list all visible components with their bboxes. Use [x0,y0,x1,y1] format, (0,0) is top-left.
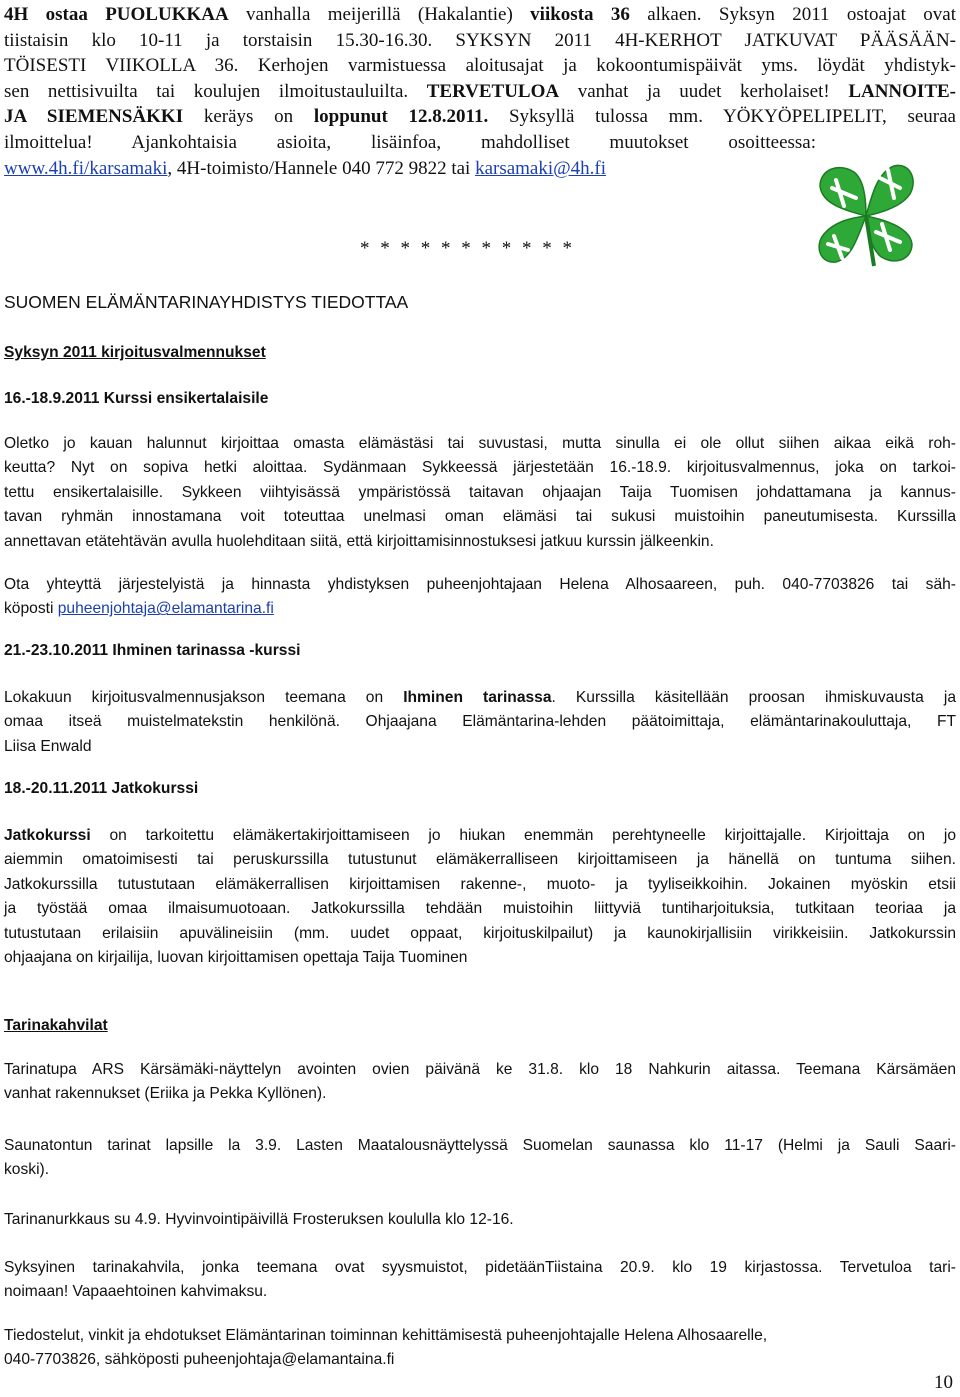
tarinakahvilat-item-3: Tarinanurkkaus su 4.9. Hyvinvointipäivillä Frosteruksen koululla klo 12-16. [4,1211,514,1228]
course-2-paragraph [4,686,956,759]
4h-line-6: ilmoittelua! Ajankohtaisia asioita, lisäinfoa, mahdolliset muutokset osoitteessa: [4,131,816,153]
course-3-line: ja työstää omaa ilmaisumuotoaan. Jatkokurssilla tehdään muistoihin liittyviä tuntiharjoituksia, tutkitaan teoriaa ja [4,900,956,918]
course-1-line: tavan ryhmän innostamana voit toteuttaa unelmasi oman elämäsi tai sukusi muistoihin paneutumisesta. Kurssilla [4,508,956,526]
course-2-line: Lokakuun kirjoitusvalmennusjakson teemana on Ihminen tarinassa. Kurssilla käsitellään proosan ihmiskuvausta ja [4,689,956,706]
tarinakahvilat-contact: Tiedostelut, vinkit ja ehdotukset Elämäntarinan toiminnan kehittämisestä puheenjohtajalle Helena Alhosaarelle, 040-7703826, sähköposti puheenjohtaja@elamantaina.fi [4,1327,768,1369]
4h-line-3: TÖISESTI VIIKOLLA 36. Kerhojen varmistuessa aloitusajat ja kokoontumispäivät yms. löydät yhdistyk- [4,55,957,77]
course-1-title: 16.-18.9.2011 Kurssi ensikertalaisile [4,390,269,407]
course-3-paragraph [4,824,956,970]
course-3-title: 18.-20.11.2011 Jatkokurssi [4,780,199,797]
course-1-paragraph [4,432,956,554]
section-heading: SUOMEN ELÄMÄNTARINAYHDISTYS TIEDOTTAA [4,292,409,312]
course-3-line: aiemmin omatoimisesti tai peruskurssilla tutustunut elämäkerralliseen kirjoittamiseen ja hänellä on tuntuma siihen. [4,851,956,869]
course-1-line: keutta? Nyt on sopiva hetki aloittaa. Sydänmaan Sykkeessä järjestetään 16.-18.9. kirjoitusvalmennus, joka on tarkoi- [4,459,956,477]
course-3-line: tutustutaan erilaisiin apuvälineisiin (mm. uudet oppaat, kirjoituskilpailut) ja kaunokirjallisiin virikkeisiin. Jatkokurssin [4,924,956,942]
4h-line-7: www.4h.fi/karsamaki, 4H-toimisto/Hannele 040 772 9822 tai karsamaki@4h.fi [4,157,606,179]
course-1-line: Oletko jo kauan halunnut kirjoittaa omasta elämästäsi tai suvustasi, mutta sinulla ei ole ollut siihen aikaa eikä roh- [4,435,956,452]
4h-clover-logo-icon [814,158,918,268]
course-1-contact: Ota yhteyttä järjestelyistä ja hinnasta yhdistyksen puheenjohtajaan Helena Alhosaareen, puh. 040-7703826 tai säh- köposti puheenjohtaja@elamantarina.fi [4,576,956,618]
tarinakahvilat-item-4: Syksyinen tarinakahvila, jonka teemana ovat syysmuistot, pidetäänTiistaina 20.9. klo 19 kirjastossa. Tervetuloa tari- noimaan! Vapaaehtoinen kahvimaksu. [4,1259,956,1301]
course-1-line: tettu ensikertalaisille. Sykkeen viihtyisässä ympäristössä taitavan ohjaajan Taija Tuomisen johdattamana ja kannus- [4,483,956,501]
tarinakahvilat-item-1: Tarinatupa ARS Kärsämäki-näyttelyn avointen ovien päivänä ke 31.8. klo 18 Nahkurin aitassa. Teemana Kärsämäen vanhat rakennukset (Eriika ja Pekka Kyllönen). [4,1061,956,1103]
subheading: Syksyn 2011 kirjoitusvalmennukset [4,344,266,361]
4h-website-link[interactable]: www.4h.fi/karsamaki [4,157,168,179]
course-3-line: Jatkokurssilla tutustutaan elämäkerrallisen kirjoittamisen rakenne-, muoto- ja tyyliseikkoihin. Jokainen myöskin etsii [4,875,956,893]
4h-email-link[interactable]: karsamaki@4h.fi [475,157,606,179]
chair-email-link[interactable]: puheenjohtaja@elamantarina.fi [57,600,274,618]
course-2-line: Liisa Enwald [4,737,92,755]
course-3-line: ohjaajana on kirjailija, luovan kirjoittamisen opettaja Taija Tuominen [4,949,468,967]
course-3-line: Jatkokurssi on tarkoitettu elämäkertakirjoittamiseen jo hiukan enemmän perehtyneelle kirjoittajalle. Kirjoittaja on jo [4,827,956,844]
tarinakahvilat-item-2: Saunatontun tarinat lapsille la 3.9. Lasten Maatalousnäyttelyssä Suomelan saunassa klo 11-17 (Helmi ja Sauli Saari- koski). [4,1137,956,1179]
course-2-title: 21.-23.10.2011 Ihminen tarinassa -kurssi [4,642,301,659]
course-2-line: omaa itseä muistelmatekstin henkilönä. Ohjaajana Elämäntarina-lehden päätoimittaja, elämäntarinakouluttaja, FT [4,713,956,731]
4h-announcement [4,2,956,181]
4h-line-1: 4H ostaa PUOLUKKAA vanhalla meijerillä (Hakalantie) viikosta 36 alkaen. Syksyn 2011 ostoajat ovat [4,4,956,25]
tarinakahvilat-title: Tarinakahvilat [4,1017,108,1034]
4h-line-2: tiistaisin klo 10-11 ja torstaisin 15.30-16.30. SYKSYN 2011 4H-KERHOT JATKUVAT PÄÄSÄÄN- [4,29,956,51]
4h-line-4: sen nettisivuilta tai koulujen ilmoitustauluilta. TERVETULOA vanhat ja uudet kerholaiset! LANNOITE- [4,80,956,102]
page-number: 10 [934,1372,953,1393]
4h-line-5: JA SIEMENSÄKKI keräys on loppunut 12.8.2011. Syksyllä tulossa mm. YÖKYÖPELIPELIT, seuraa [4,106,956,128]
section-divider-stars: * * * * * * * * * * * [360,238,575,259]
course-1-line: annettavan etätehtävän avulla huolehditaan siitä, että kirjoittamisinnostuksesi jatkuu kurssin jälkeenkin. [4,532,714,550]
